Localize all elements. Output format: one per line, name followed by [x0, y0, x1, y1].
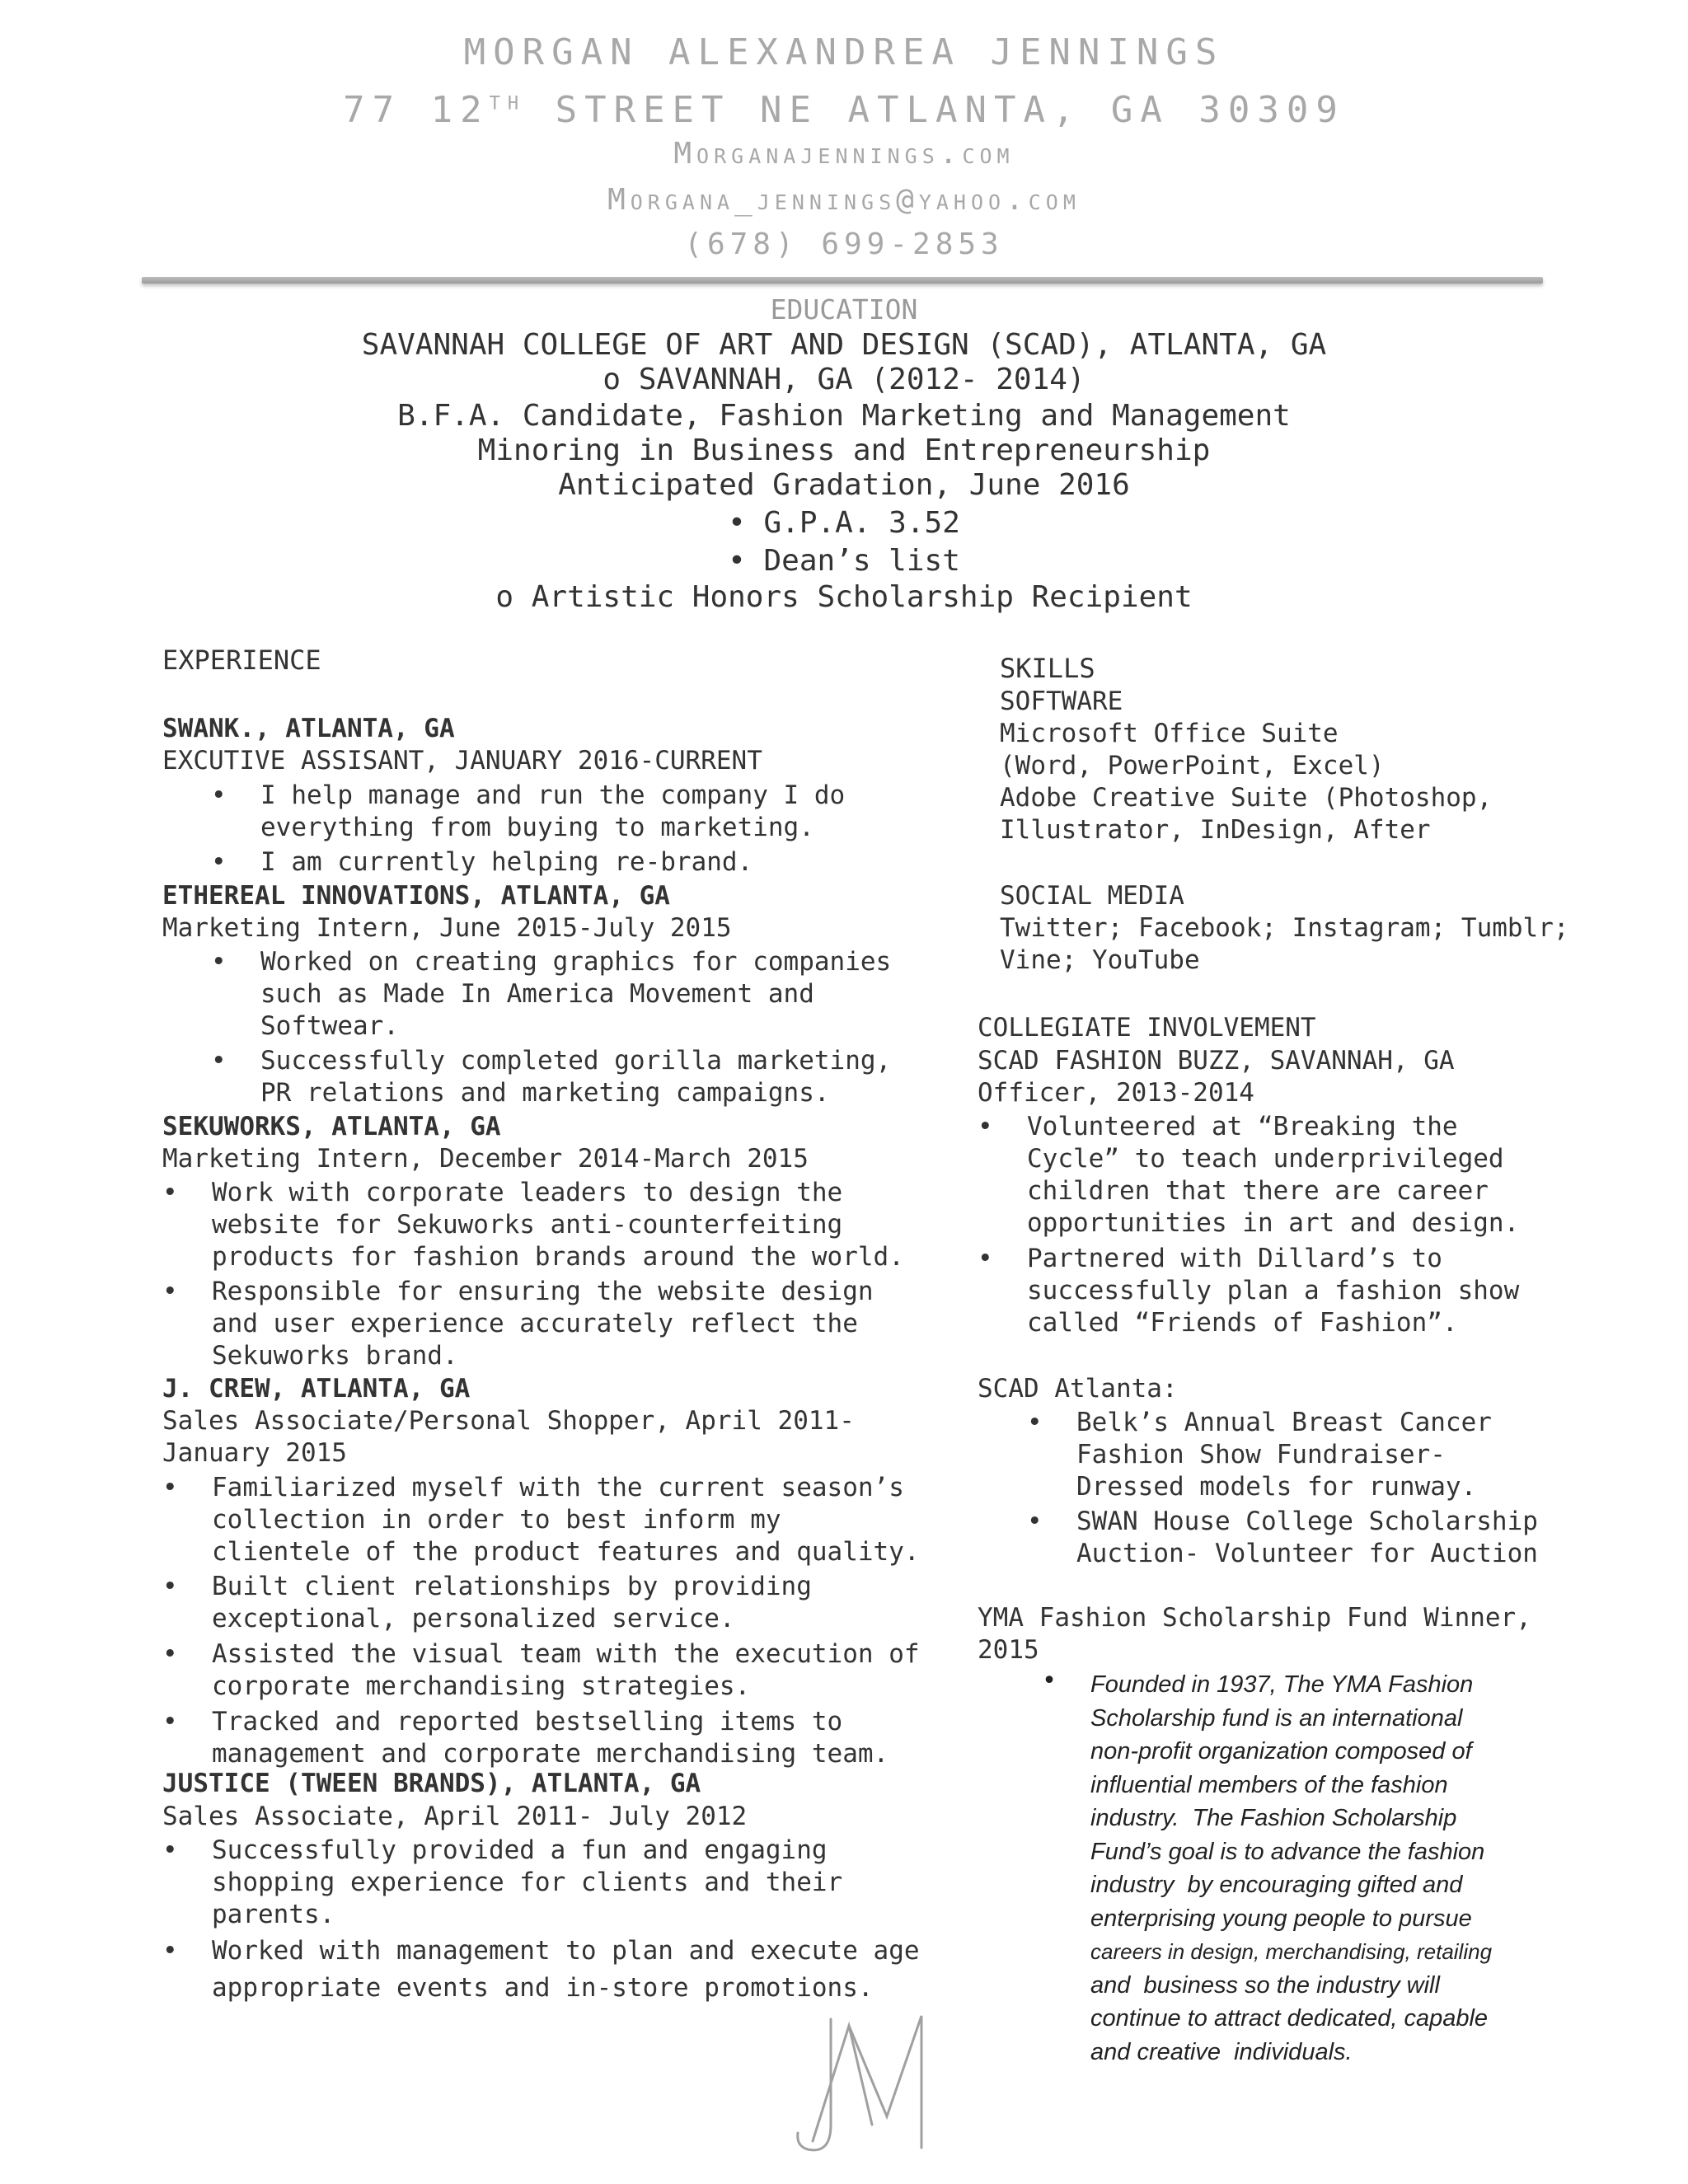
education-scholarship — [0, 580, 1688, 614]
yma-description — [1090, 1668, 1492, 2069]
employer-sekuworks: SEKUWORKS, ATLANTA, GA — [162, 1112, 501, 1141]
social-media-label: SOCIAL MEDIA — [1000, 881, 1184, 911]
bullet-ethereal-1: • Worked on creating graphics for companies such as Made In America Movement and Softwear. — [260, 946, 891, 1043]
phone-number: (678) 699-2853 — [684, 227, 1004, 261]
bullet-jcrew-2: • Built client relationships by providing exceptional, personalized service. — [212, 1571, 812, 1635]
header-divider — [142, 277, 1543, 284]
experience-heading: EXPERIENCE — [162, 644, 321, 676]
skills-heading: SKILLS — [1000, 653, 1095, 684]
job-title-sekuworks: Marketing Intern, December 2014-March 2015 — [162, 1144, 809, 1174]
job-title-jcrew: Sales Associate/Personal Shopper, April 2011- January 2015 — [162, 1406, 855, 1468]
address — [0, 89, 1688, 131]
education-campus — [0, 363, 1688, 396]
software-label: SOFTWARE — [1000, 687, 1123, 716]
deans-list-text: Dean’s list — [763, 544, 960, 578]
scad-atlanta-label: SCAD Atlanta: — [978, 1374, 1178, 1404]
bullet-jcrew-4: • Tracked and reported bestselling items to management and corporate merchandising team. — [212, 1706, 889, 1770]
yma-description-part-1: Founded in 1937, The YMA Fashion Scholarship fund is an international non-profit organization composed of influential members of the fashion industry. The Fashion Scholarship Fund’s goal is to advance the fashion industry by encouraging gifted and enterprising young people to pursue — [1090, 1671, 1485, 1932]
employer-ethereal: ETHEREAL INNOVATIONS, ATLANTA, GA — [162, 881, 670, 911]
yma-description-part-2: careers in design, merchandising, retailing — [1090, 1939, 1493, 1964]
scholarship-text: Artistic Honors Scholarship Recipient — [531, 580, 1193, 614]
address-number: 77 12 — [343, 89, 490, 131]
website-link[interactable]: Morganajennings.com — [673, 137, 1015, 171]
collegiate-heading: COLLEGIATE INVOLVEMENT — [978, 1013, 1316, 1043]
education-heading: EDUCATION — [770, 293, 918, 326]
campus-marker: o — [603, 363, 621, 396]
job-title-swank: EXCUTIVE ASSISANT, JANUARY 2016-CURRENT — [162, 746, 762, 776]
yma-bullet: • — [1042, 1666, 1057, 1695]
education-school: SAVANNAH COLLEGE OF ART AND DESIGN (SCAD), ATLANTA, GA — [361, 328, 1327, 362]
education-gpa: • G.P.A. 3.52 — [728, 506, 960, 540]
bullet-swank-2: • I am currently helping re-brand. — [260, 846, 753, 879]
employer-jcrew: J. CREW, ATLANTA, GA — [162, 1374, 471, 1404]
employer-justice: JUSTICE (TWEEN BRANDS), ATLANTA, GA — [162, 1769, 701, 1798]
social-media-list: Twitter; Facebook; Instagram; Tumblr; Vine; YouTube — [1000, 913, 1569, 975]
bullet-ethereal-2: • Successfully completed gorilla marketing, PR relations and marketing campaigns. — [260, 1045, 891, 1109]
campus-text: SAVANNAH, GA (2012- 2014) — [638, 363, 1085, 396]
bullet-scad-atlanta-2: • SWAN House College Scholarship Auction- Volunteer for Auction — [1076, 1506, 1538, 1570]
address-suffix: TH — [489, 93, 527, 115]
bullet-collegiate-2: • Partnered with Dillard’s to successfully plan a fashion show called “Friends of Fashion”. — [1027, 1243, 1519, 1339]
monogram-logo — [790, 2009, 930, 2158]
scholarship-marker: o — [495, 580, 514, 614]
bullet-swank-1: • I help manage and run the company I do everything from buying to marketing. — [260, 780, 845, 844]
gpa-text: G.P.A. 3.52 — [763, 506, 960, 540]
bullet-justice-2: • Worked with management to plan and execute age appropriate events and in-store promotions. — [212, 1933, 920, 2007]
yma-description-part-3: and business so the industry will continue to attract dedicated, capable and creative individuals. — [1090, 1971, 1489, 2065]
education-graduation: Anticipated Gradation, June 2016 — [558, 468, 1130, 502]
resume-name: MORGAN ALEXANDREA JENNINGS — [463, 31, 1225, 73]
job-title-ethereal: Marketing Intern, June 2015-July 2015 — [162, 913, 732, 943]
bullet-jcrew-1: • Familiarized myself with the current season’s collection in order to best inform my clientele of the product features and quality. — [212, 1472, 920, 1568]
bullet-justice-1: • Successfully provided a fun and engaging shopping experience for clients and their parents. — [212, 1835, 842, 1931]
bullet-scad-atlanta-1: • Belk’s Annual Breast Cancer Fashion Show Fundraiser- Dressed models for runway. — [1076, 1407, 1492, 1503]
address-street: STREET NE ATLANTA, GA 30309 — [526, 89, 1345, 131]
yma-award: YMA Fashion Scholarship Fund Winner, 2015 — [978, 1603, 1531, 1665]
bullet-collegiate-1: • Volunteered at “Breaking the Cycle” to teach underprivileged children that there are career opportunities in art and design. — [1027, 1111, 1519, 1240]
bullet-sekuworks-1: • Work with corporate leaders to design the website for Sekuworks anti-counterfeiting products for fashion brands around the world. — [212, 1177, 904, 1273]
job-title-justice: Sales Associate, April 2011- July 2012 — [162, 1802, 748, 1831]
software-list: Microsoft Office Suite (Word, PowerPoint, Excel) Adobe Creative Suite (Photoshop, Illustrator, InDesign, After — [1000, 719, 1493, 845]
collegiate-org: SCAD FASHION BUZZ, SAVANNAH, GA — [978, 1046, 1455, 1076]
bullet-jcrew-3: • Assisted the visual team with the execution of corporate merchandising strategies. — [212, 1638, 920, 1703]
collegiate-role: Officer, 2013-2014 — [978, 1078, 1254, 1108]
employer-swank: SWANK., ATLANTA, GA — [162, 714, 455, 743]
bullet-sekuworks-2: • Responsible for ensuring the website design and user experience accurately reflect the Sekuworks brand. — [212, 1276, 874, 1372]
education-minor: Minoring in Business and Entrepreneurship — [477, 434, 1211, 467]
email-link[interactable]: Morgana_jennings@yahoo.com — [607, 183, 1081, 217]
education-degree: B.F.A. Candidate, Fashion Marketing and Management — [397, 399, 1291, 433]
education-deans-list: • Dean’s list — [728, 544, 960, 578]
